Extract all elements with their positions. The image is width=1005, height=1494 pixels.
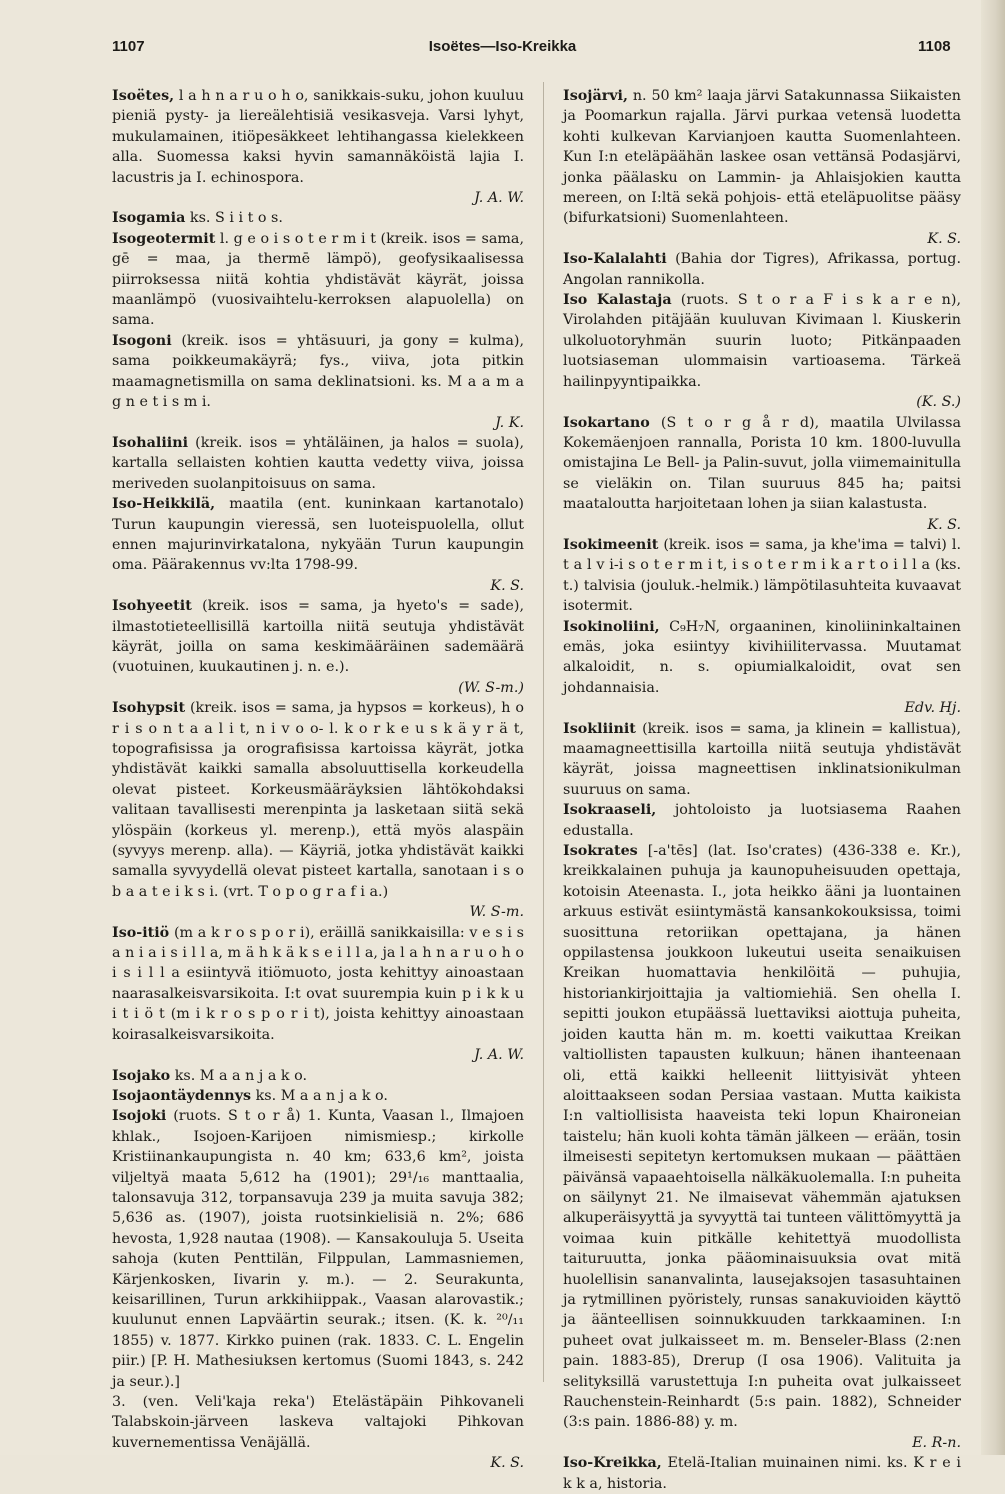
dictionary-entry bbox=[112, 1066, 524, 1086]
entry-text: l. g e o i s o t e r m i t (kreik. isos = sama, gē = maa, ja thermē lämpö), geofysikaalisessa piirroksessa niitä kohtia yhdistävät käyrät, joissa maanlämpö (vuosivaihtelu-kerroksen alapuolella) on sama. bbox=[112, 230, 524, 329]
entry-headword: Isoëtes, bbox=[112, 88, 175, 104]
entry-headword: Isokartano bbox=[563, 414, 650, 431]
page-header bbox=[0, 38, 1005, 60]
entry-author-signature: J. A. W. bbox=[474, 190, 524, 207]
entry-headword: Isogeotermit bbox=[112, 230, 216, 247]
entry-headword: Isogoni bbox=[112, 332, 172, 349]
dictionary-entry bbox=[563, 1453, 961, 1494]
entry-author-signature: (W. S-m.) bbox=[458, 679, 524, 696]
entry-headword: Iso-itiö bbox=[112, 924, 170, 941]
dictionary-entry bbox=[112, 494, 524, 596]
entry-text: (m a k r o s p o r i), eräillä sanikkaisilla: v e s i s a n i a i s i l l a, m ä h k ä k s e i l l a, ja l a h n a r u o h o i s i l l a esiintyvä itiömuoto, josta kehittyy ainoastaan naarasalkeisvarsikoita. I:t ovat suurempia kuin p i k k u i t i ö t (m i k r o s p o r i t), joista kehittyy ainoastaan koirasalkeisvarsikoita. bbox=[112, 924, 525, 1043]
entry-headword: Iso Kalastaja bbox=[563, 292, 672, 309]
entry-headword: Isojärvi, bbox=[563, 88, 628, 104]
entry-text: maatila (ent. kuninkaan kartanotalo) Turun kaupungin vieressä, sen luoteispuolella, ollut ennen majurinvirkatalona, nykyään Turun kaupungin oma. Päärakennus vv:lta 1798-99. bbox=[112, 496, 524, 574]
right-column bbox=[563, 86, 961, 1494]
entry-text: ks. M a a n j a k o. bbox=[255, 1087, 388, 1104]
entry-headword: Isogamia bbox=[112, 210, 186, 227]
entry-author-signature: W. S-m. bbox=[469, 904, 524, 921]
dictionary-entry bbox=[112, 923, 524, 1066]
entry-text: (kreik. isos = yhtäsuuri, ja gony = kulma), sama poikkeumakäyrä; fys., viiva, jota pitkin maamagnetismilla on sama deklinatsioni. ks. M a a m a g n e t i s m i. bbox=[112, 332, 524, 411]
entry-text: (Bahia dor Tigres), Afrikassa, portug. Angolan rannikolla. bbox=[563, 251, 961, 288]
right-page-number: 1108 bbox=[918, 38, 951, 55]
entry-text: n. 50 km² laaja järvi Satakunnassa Siikaisten ja Poomarkun rajalla. Järvi purkaa vetensä luodetta kohti kulkevan Karvianjoen kautta Suomenlahteen. Kun I:n eteläpäähän laskee osan vettänsä Podasjärvi, jonka päälasku on Lammin- ja Ahlaisjokien kautta mereen, on I:ltä sekä pohjois- että eteläpuolitse pääsy (bifurkatsioni) Suomenlahteen. bbox=[563, 88, 961, 227]
dictionary-entry bbox=[112, 229, 524, 331]
entry-headword: Iso-Kalalahti bbox=[563, 251, 667, 268]
dictionary-entry bbox=[112, 1106, 524, 1392]
dictionary-entry bbox=[563, 249, 961, 290]
dictionary-entry bbox=[563, 800, 961, 841]
entry-headword: Isokinoliini, bbox=[563, 618, 660, 635]
entry-headword: Isohypsit bbox=[112, 700, 186, 717]
entry-author-signature: K. S. bbox=[927, 516, 961, 533]
entry-text: johtoloisto ja luotsiasema Raahen edustalla. bbox=[563, 802, 961, 839]
entry-headword: Isojoki bbox=[112, 1108, 167, 1125]
entry-text: ks. M a a n j a k o. bbox=[174, 1067, 308, 1084]
dictionary-entry bbox=[112, 433, 524, 494]
running-title: Isoëtes—Iso-Kreikka bbox=[428, 38, 577, 55]
entry-text: (ruots. S t o r a F i s k a r e n), Virolahden pitäjään kuuluvan Kivimaan l. Kiuskerin ulkoluotoryhmän suurin luoto; Pitkänpaaden luotsiaseman ulommaisin vartioasema. Tärkeä hailinpyyntipaikka. bbox=[563, 292, 961, 390]
entry-author-signature: K. S. bbox=[490, 1455, 524, 1472]
entry-text: (kreik. isos = sama, ja khe'ima = talvi) l. t a l v i-i s o t e r m i t, i s o t e r m i k a r t o i l l a (ks. t.) talvisia (jouluk.-helmik.) lämpötilasuhteita kuvaavat isotermit. bbox=[563, 536, 961, 615]
entry-text: (S t o r g å r d), maatila Ulvilassa Kokemäenjoen rannalla, Porista 10 km. 1800-luvulla omistajina Le Bell- ja Palin-suvut, jolla viimemainitulla se vieläkin on. Tilan suuruus 845 ha; paitsi maataloutta harjoitetaan lohen ja siian kalastusta. bbox=[563, 414, 962, 513]
entry-author-signature: J. A. W. bbox=[474, 1047, 524, 1064]
entry-headword: Isokraaseli, bbox=[563, 802, 657, 819]
entry-headword: Iso-Heikkilä, bbox=[112, 496, 216, 513]
dictionary-entry bbox=[563, 86, 961, 249]
page-edge-shadow bbox=[981, 0, 1005, 1455]
entry-author-signature: Edv. Hj. bbox=[904, 700, 961, 717]
dictionary-entry bbox=[112, 331, 524, 433]
entry-text: [-a'tēs] (lat. Iso'crates) (436-338 e. Kr.), kreikkalainen puhuja ja kaunopuheisuuden opettaja, kotoisin Ateenasta. I., jota heikko ääni ja luontainen arkuus estivät esiintymästä kansankokouksissa, toimi suosittuna retoriikan opettajana, ja hänen oppilastensa joukkoon lukeutui useita senaikuisen Kreikan huomattavia henkilöitä — puhujia, historiankirjoittajia ja valtiomiehiä. Sen ohella I. sepitti joukon etupäässä luettaviksi aiottuja puheita, joiden kautta hän m. m. koetti vaikuttaa Kreikan valtiollisten tapausten kulkuun; hänen ihanteenaan oli, että kaikki helleenit liittyisivät yhteen aloittaakseen sodan Persiaa vastaan. Mutta kaikista I:n valtiollisista haaveista teki lopun Khaironeian taistelu; hän kuoli kohta tämän jälkeen — erään, tosin ilmeisesti sepitetyn kertomuksen mukaan — päättäen päivänsä vapaaehtoisella nälkäkuolemalla. I:n puheita on säilynyt 21. Ne ilmaisevat vähemmän ajatuksen alkuperäisyyttä ja syvyyttä tai tunteen välittömyyttä ja voimaa kuin pitkälle kehitettyä muodollista taituruutta, jonka pääominaisuuksia ovat mitä huolellisin sananvalinta, lausejaksojen tasasuhtainen ja rytmillinen pyöristely, runsas sanakuvioiden käyttö ja äänteellisen soinnukkuuden tarkkaaminen. I:n puheet ovat julkaisseet m. m. Benseler-Blass (2:nen pain. 1883-85), Drerup (I osa 1906). Valituita ja selityksillä varustettuja I:n puheita ovat julkaisseet Rauchenstein-Reinhardt (5:s pain. 1882), Schneider (3:s pain. 1886-88) y. m. bbox=[563, 843, 961, 1431]
dictionary-entry bbox=[112, 208, 524, 228]
column-divider bbox=[543, 82, 544, 1382]
entry-author-signature: (K. S.) bbox=[916, 394, 961, 411]
entry-author-signature: K. S. bbox=[490, 577, 524, 594]
dictionary-entry bbox=[563, 841, 961, 1453]
dictionary-entry bbox=[112, 596, 524, 698]
entry-author-signature: K. S. bbox=[927, 230, 961, 247]
dictionary-entry bbox=[112, 1392, 524, 1474]
entry-headword: Isokimeenit bbox=[563, 536, 659, 553]
entry-headword: Isojako bbox=[112, 1067, 171, 1084]
entry-text: (kreik. isos = sama, ja hypsos = korkeus), h o r i s o n t a a l i t, n i v o o- l. k o r k e u s k ä y r ä t, topografisissa ja orografisissa kartoissa käyrät, jotka yhdistävät kaikki samalla absoluuttisella korkeudella olevat pisteet. Korkeusmääräyksien lähtökohdaksi valitaan tavallisesti merenpinta ja lasketaan siitä sekä ylöspäin (korkeus yl. merenp.), että myös alaspäin (syvyys merenp. alla). — Käyriä, jotka yhdistävät kaikki samalla syvyydellä olevat pisteet kartalla, sanotaan i s o b a a t e i k s i. (vrt. T o p o g r a f i a.) bbox=[112, 700, 525, 900]
entry-text: C₉H₇N, orgaaninen, kinoliininkaltainen emäs, joka esiintyy kivihiilitervassa. Muutamat alkaloidit, n. s. opiumialkaloidit, ovat sen johdannaisia. bbox=[563, 618, 961, 696]
entry-text: (kreik. isos = sama, ja hyeto's = sade), ilmastotieteellisillä kartoilla niitä seutuja yhdistävät käyrät, joilla on sama keskimääräinen sademäärä (vuotuinen, kuukautinen j. n. e.). bbox=[112, 598, 524, 676]
dictionary-entry bbox=[112, 698, 524, 922]
dictionary-entry bbox=[563, 290, 961, 412]
entry-text: ks. S i i t o s. bbox=[189, 210, 283, 227]
entry-text: (ruots. S t o r å) 1. Kunta, Vaasan l., Ilmajoen khlak., Isojoen-Karijoen nimismiesp.; kirkolle Kristiinankaupungista n. 40 km; 633,6 km², joista viljeltyä maata 5,612 ha (1901); 29¹/₁₆ manttaalia, talonsavuja 312, torpansavuja 239 ja muita savuja 382; 5,636 as. (1907), joista ruotsinkielisiä n. 2%; 686 hevosta, 1,928 nautaa (1908). — Kansakouluja 5. Useita sahoja (kuten Penttilän, Filppulan, Lammasniemen, Kärjenkosken, Iivarin y. m.). — 2. Seurakunta, keisarillinen, Turun arkkihiippak., Vaasan alarovastik.; kuulunut ennen Lapväärtin seurak.; itsen. (K. k. ²⁰/₁₁ 1855) v. 1877. Kirkko puinen (rak. 1833. C. L. Engelin piir.) [P. H. Mathesiuksen kertomus (Suomi 1843, s. 242 ja seur.).] bbox=[112, 1108, 525, 1390]
left-page-number: 1107 bbox=[112, 38, 145, 55]
dictionary-entry bbox=[112, 1086, 524, 1106]
entry-headword: Iso-Kreikka, bbox=[563, 1455, 662, 1472]
entry-text: (kreik. isos = sama, ja klinein = kallistua), maamagneettisilla kartoilla niitä seutuja yhdistävät käyrät, joissa magneettisen inklinatsionikulman suuruus on sama. bbox=[563, 720, 962, 798]
entry-headword: Isohyeetit bbox=[112, 598, 192, 615]
entry-text: (kreik. isos = yhtäläinen, ja halos = suola), kartalla sellaisten kohtien kautta vedetty viiva, joissa meriveden suolanpitoisuus on sama. bbox=[112, 434, 524, 492]
entry-text: Etelä-Italian muinainen nimi. ks. K r e i k k a, historia. bbox=[563, 1455, 961, 1492]
entry-text: l a h n a r u o h o, sanikkais-suku, johon kuuluu pieniä pysty- ja liereälehtisiä vesikasveja. Varsi lyhyt, mukulamainen, itiöpesäkkeet lehtihangassa kielekkeen alla. Suomessa kaksi hyvin samannäköistä lajia I. lacustris ja I. echinospora. bbox=[112, 88, 524, 186]
left-column bbox=[112, 86, 524, 1474]
dictionary-entry bbox=[563, 719, 961, 801]
entry-headword: Isokrates bbox=[563, 843, 638, 860]
dictionary-entry bbox=[563, 413, 961, 535]
entry-author-signature: J. K. bbox=[495, 414, 524, 431]
entry-headword: Isojaontäydennys bbox=[112, 1087, 252, 1104]
dictionary-entry bbox=[563, 535, 961, 617]
entry-author-signature: E. R-n. bbox=[912, 1434, 961, 1451]
entry-headword: Isohaliini bbox=[112, 434, 189, 451]
entry-headword: Isokliinit bbox=[563, 720, 636, 737]
dictionary-entry bbox=[563, 617, 961, 719]
entry-text: 3. (ven. Veli'kaja reka') Etelästäpäin Pihkovaneli Talabskoin-järveen laskeva valtajoki Pihkovan kuvernementissa Venäjällä. bbox=[112, 1394, 524, 1451]
dictionary-entry bbox=[112, 86, 524, 208]
